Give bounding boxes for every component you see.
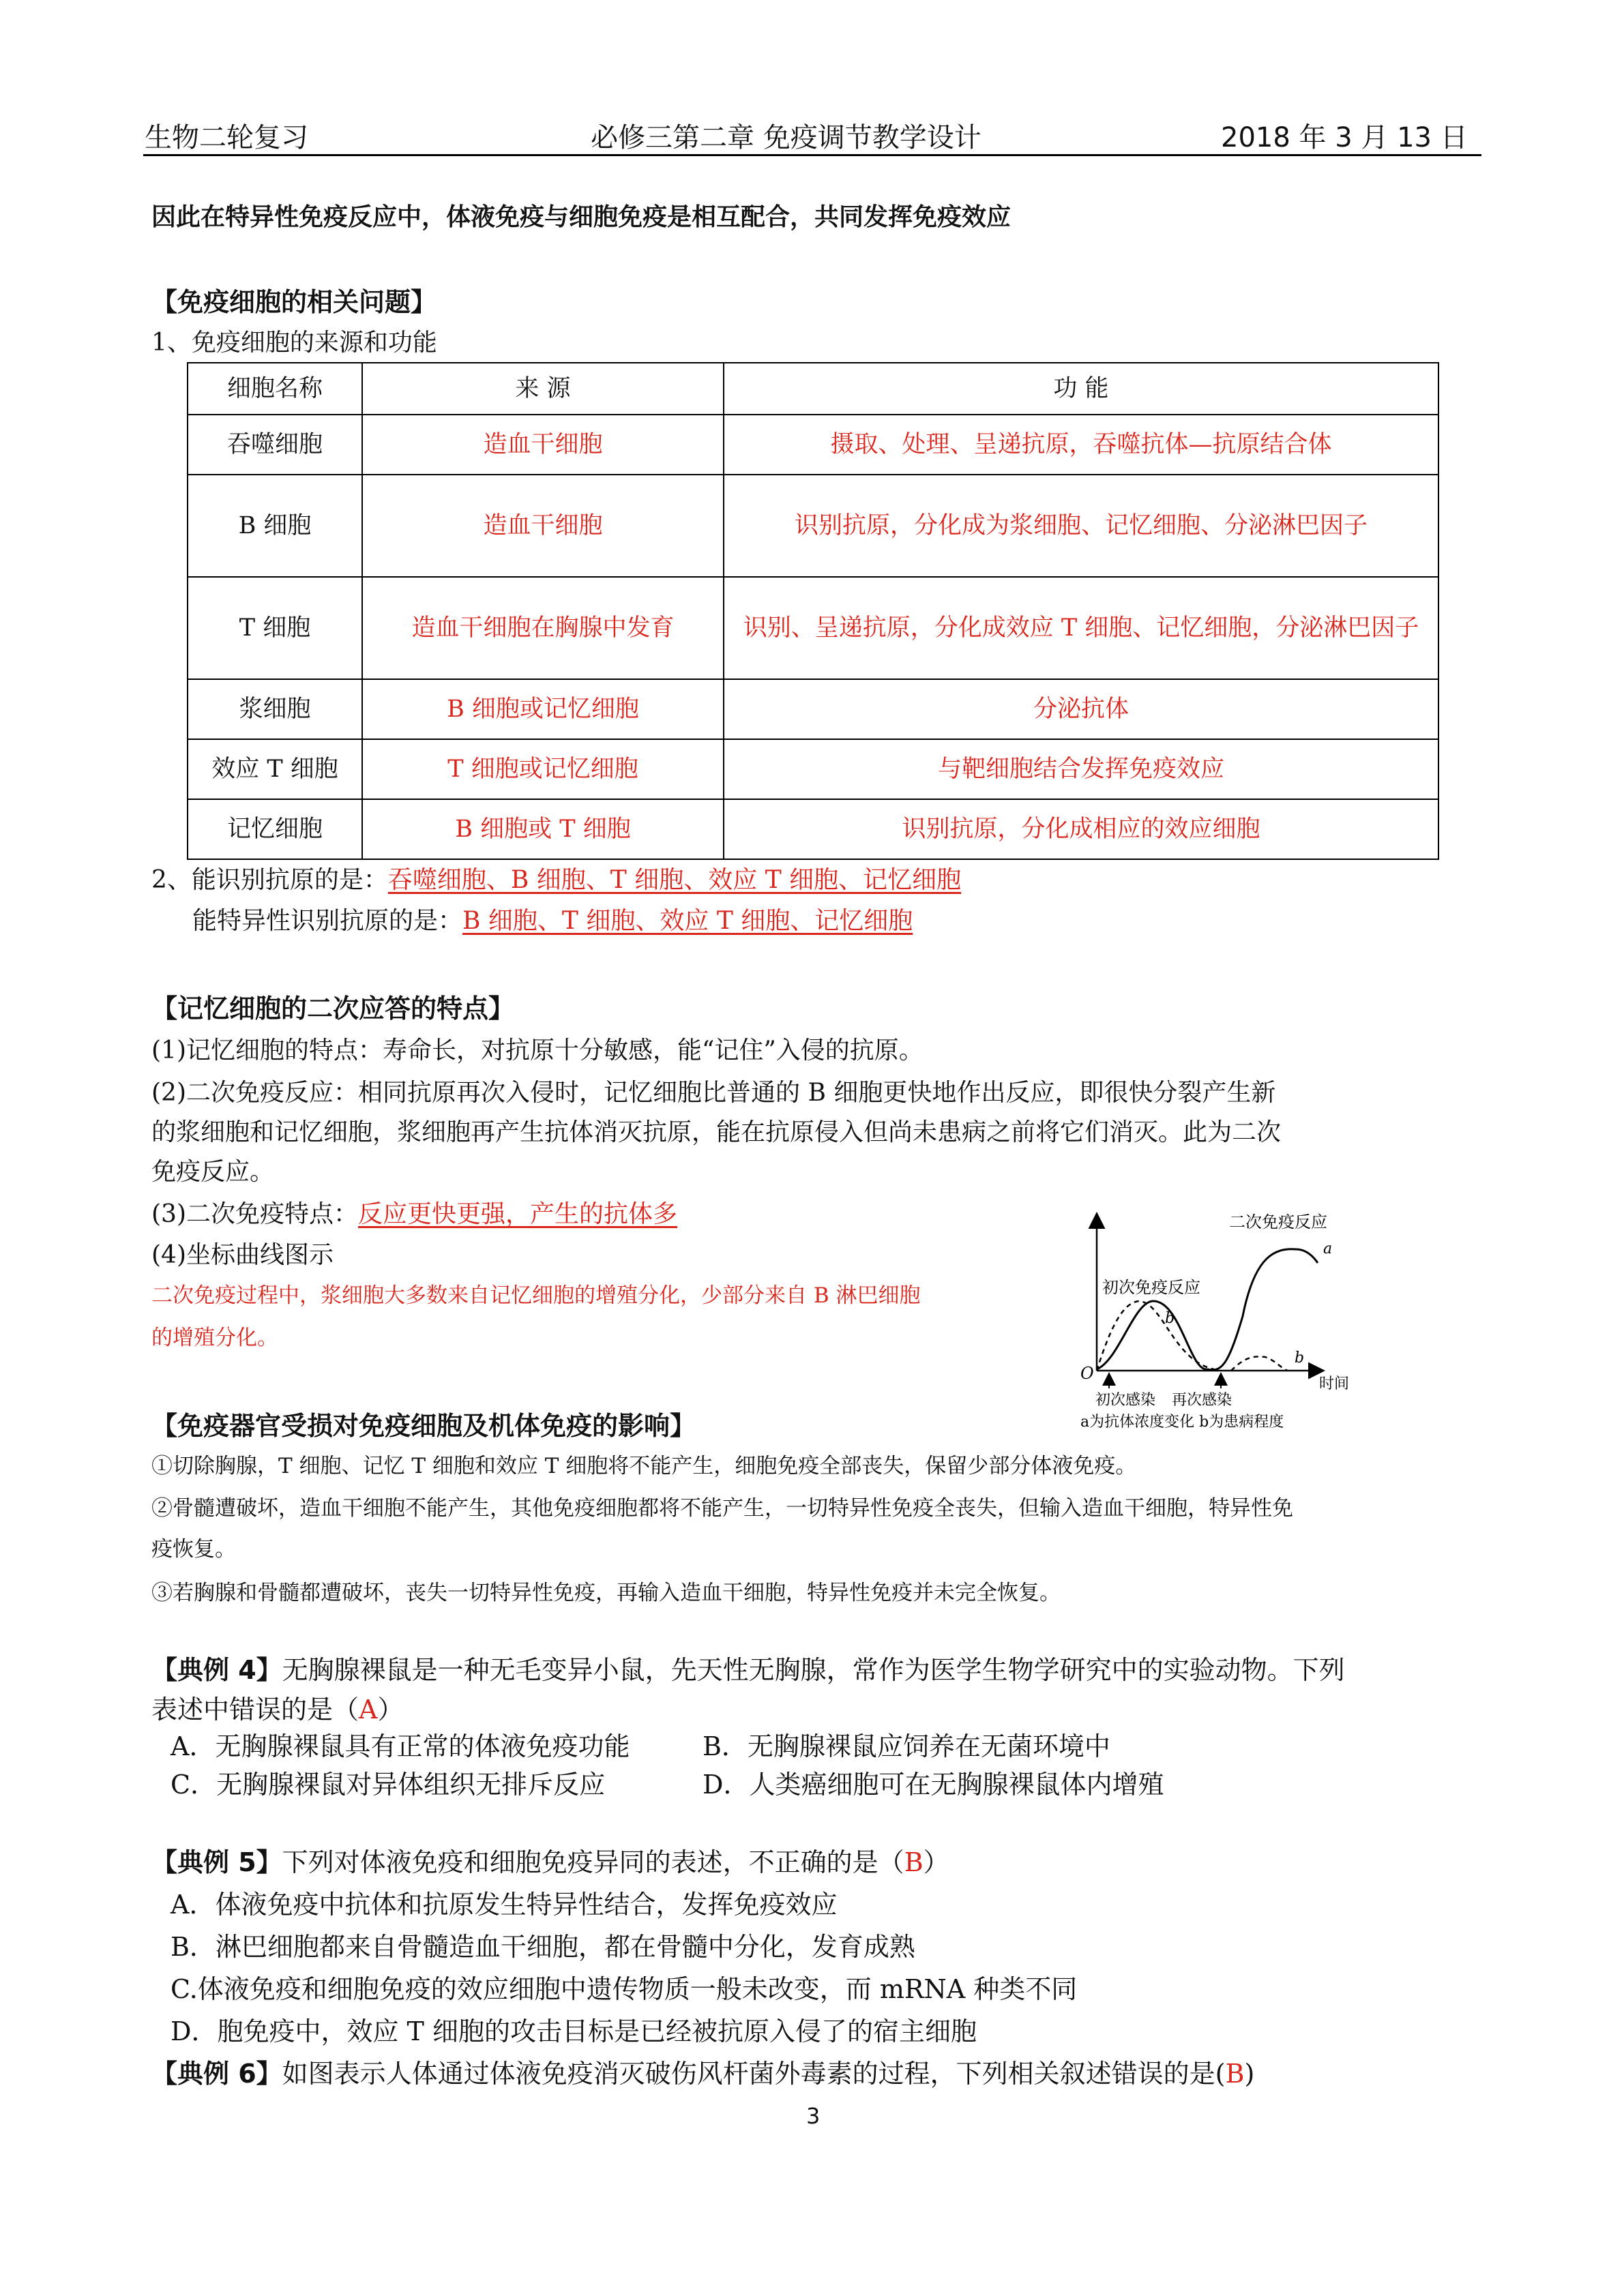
disease-curve-b2 <box>1231 1356 1288 1371</box>
origin-label: O <box>1080 1364 1094 1383</box>
cell-function: 识别、呈递抗原，分化成效应 T 细胞、记忆细胞，分泌淋巴因子 <box>724 577 1438 679</box>
cell-name: B 细胞 <box>188 475 362 577</box>
cell-source: B 细胞或 T 细胞 <box>362 799 724 859</box>
table-header-cell: 功 能 <box>724 363 1438 415</box>
label-a: a <box>1323 1240 1333 1257</box>
example-5-stem-line <box>151 1841 949 1879</box>
example-4-option-a: A．无胸腺裸鼠具有正常的体液免疫功能 <box>171 1731 630 1761</box>
page-number: 3 <box>806 2103 821 2129</box>
table-row <box>188 577 1438 679</box>
example-4-tag: 【典例 4】 <box>151 1655 282 1685</box>
example-4-line1 <box>151 1649 1345 1686</box>
cell-function: 识别抗原，分化成相应的效应细胞 <box>724 799 1438 859</box>
example-5-stem: 下列对体液免疫和细胞免疫异同的表述，不正确的是（ <box>282 1847 904 1877</box>
label-secondary-response: 二次免疫反应 <box>1229 1212 1327 1232</box>
table-header-row <box>188 363 1438 415</box>
example-4-stem: 无胸腺裸鼠是一种无毛变异小鼠，先天性无胸腺，常作为医学生物学研究中的实验动物。下列 <box>282 1655 1345 1685</box>
table-row <box>188 739 1438 799</box>
example-5-close: ） <box>923 1847 949 1877</box>
cell-name: 吞噬细胞 <box>188 415 362 475</box>
example-5-answer: B <box>904 1847 924 1877</box>
cell-name: 记忆细胞 <box>188 799 362 859</box>
memory-note-line1: 二次免疫过程中，浆细胞大多数来自记忆细胞的增殖分化，少部分来自 B 淋巴细胞 <box>151 1283 921 1308</box>
cell-source: T 细胞或记忆细胞 <box>362 739 724 799</box>
example-4-option-c: C．无胸腺裸鼠对异体组织无排斥反应 <box>171 1770 606 1800</box>
cell-name: 效应 T 细胞 <box>188 739 362 799</box>
example-6-close: ) <box>1244 2059 1255 2089</box>
example-5-option-b: B．淋巴细胞都来自骨髓造血干细胞，都在骨髓中分化，发育成熟 <box>171 1932 915 1962</box>
memory-point-1: (1)记忆细胞的特点：寿命长，对抗原十分敏感，能“记住”入侵的抗原。 <box>151 1037 924 1064</box>
memory-point-3-answer: 反应更快更强，产生的抗体多 <box>358 1200 678 1228</box>
question-1: 1、免疫细胞的来源和功能 <box>151 329 437 357</box>
question-3-answer: B 细胞、T 细胞、效应 T 细胞、记忆细胞 <box>462 907 913 935</box>
cell-function: 识别抗原，分化成为浆细胞、记忆细胞、分泌淋巴因子 <box>724 475 1438 577</box>
chart-legend: a为抗体浓度变化 b为患病程度 <box>1080 1414 1284 1431</box>
table-header-cell: 细胞名称 <box>188 363 362 415</box>
question-2 <box>151 861 961 895</box>
example-4-option-d: D．人类癌细胞可在无胸腺裸鼠体内增殖 <box>703 1770 1164 1800</box>
header-rule <box>143 154 1481 156</box>
table-row <box>188 799 1438 859</box>
cell-source: 造血干细胞 <box>362 475 724 577</box>
memory-point-4: (4)坐标曲线图示 <box>151 1241 334 1269</box>
table-row <box>188 679 1438 739</box>
example-6-stem: 如图表示人体通过体液免疫消灭破伤风杆菌外毒素的过程，下列相关叙述错误的是( <box>282 2059 1226 2089</box>
antibody-curve-a <box>1097 1249 1318 1370</box>
label-b1: b <box>1165 1310 1175 1327</box>
label-primary-response: 初次免疫反应 <box>1102 1278 1200 1297</box>
question-3-label: 能特异性识别抗原的是： <box>192 907 463 935</box>
example-6-tag: 【典例 6】 <box>151 2059 282 2089</box>
organ-damage-item-2-line1: ②骨髓遭破坏，造血干细胞不能产生，其他免疫细胞都将不能产生，一切特异性免疫全丧失，但输入造血干细胞，特异性免 <box>151 1496 1293 1521</box>
example-4-answer: A <box>359 1695 378 1725</box>
example-4-option-b: B．无胸腺裸鼠应饲养在无菌环境中 <box>703 1731 1110 1761</box>
table-row <box>188 475 1438 577</box>
table-header-cell: 来 源 <box>362 363 724 415</box>
cell-name: T 细胞 <box>188 577 362 679</box>
example-4-stem-end: 表述中错误的是（ <box>151 1695 359 1725</box>
x-axis-label: 时间 <box>1319 1375 1350 1392</box>
memory-point-2-line1: (2)二次免疫反应：相同抗原再次入侵时，记忆细胞比普通的 B 细胞更快地作出反应，即很快分裂产生新 <box>151 1079 1276 1107</box>
memory-note-line2: 的增殖分化。 <box>151 1326 278 1350</box>
example-4-line2 <box>151 1688 403 1726</box>
example-4-close: ） <box>377 1695 404 1725</box>
cell-function: 与靶细胞结合发挥免疫效应 <box>724 739 1438 799</box>
label-first-infection: 初次感染 <box>1095 1392 1156 1409</box>
cell-source: 造血干细胞 <box>362 415 724 475</box>
table-row <box>188 415 1438 475</box>
memory-point-2-line3: 免疫反应。 <box>151 1158 275 1186</box>
section-title-organ-damage: 【免疫器官受损对免疫细胞及机体免疫的影响】 <box>151 1411 696 1441</box>
cell-function: 分泌抗体 <box>724 679 1438 739</box>
section-title-immune-cells: 【免疫细胞的相关问题】 <box>151 287 437 317</box>
cell-name: 浆细胞 <box>188 679 362 739</box>
example-5-option-d: D．胞免疫中，效应 T 细胞的攻击目标是已经被抗原入侵了的宿主细胞 <box>171 2016 977 2046</box>
question-2-answer: 吞噬细胞、B 细胞、T 细胞、效应 T 细胞、记忆细胞 <box>387 866 962 894</box>
header-center: 必修三第二章 免疫调节教学设计 <box>591 122 981 153</box>
header-left: 生物二轮复习 <box>145 122 308 153</box>
header-date: 2018 年 3 月 13 日 <box>1221 122 1468 153</box>
example-5-tag: 【典例 5】 <box>151 1847 282 1877</box>
question-2-label: 2、能识别抗原的是： <box>151 866 388 894</box>
cell-function: 摄取、处理、呈递抗原，吞噬抗体—抗原结合体 <box>724 415 1438 475</box>
secondary-response-chart <box>1071 1200 1371 1439</box>
immune-cell-table <box>187 362 1439 860</box>
cell-source: 造血干细胞在胸腺中发育 <box>362 577 724 679</box>
label-b2: b <box>1295 1350 1305 1367</box>
section-title-memory-cells: 【记忆细胞的二次应答的特点】 <box>151 994 515 1024</box>
example-6-answer: B <box>1225 2059 1245 2089</box>
memory-point-3-label: (3)二次免疫特点： <box>151 1200 358 1228</box>
label-second-infection: 再次感染 <box>1172 1392 1232 1409</box>
example-5-option-a: A．体液免疫中抗体和抗原发生特异性结合，发挥免疫效应 <box>171 1890 838 1920</box>
example-6-stem-line <box>151 2053 1254 2090</box>
example-5-option-c: C.体液免疫和细胞免疫的效应细胞中遗传物质一般未改变，而 mRNA 种类不同 <box>171 1974 1078 2004</box>
organ-damage-item-2-line2: 疫恢复。 <box>151 1537 236 1562</box>
question-3 <box>192 901 913 936</box>
intro-statement: 因此在特异性免疫反应中，体液免疫与细胞免疫是相互配合，共同发挥免疫效应 <box>151 203 1012 231</box>
organ-damage-item-1: ①切除胸腺，T 细胞、记忆 T 细胞和效应 T 细胞将不能产生，细胞免疫全部丧失，保留少部分体液免疫。 <box>151 1454 1137 1478</box>
memory-point-2-line2: 的浆细胞和记忆细胞，浆细胞再产生抗体消灭抗原，能在抗原侵入但尚未患病之前将它们消灭。此为二次 <box>151 1118 1282 1146</box>
organ-damage-item-3: ③若胸腺和骨髓都遭破坏，丧失一切特异性免疫，再输入造血干细胞，特异性免疫并未完全恢复。 <box>151 1581 1061 1605</box>
cell-source: B 细胞或记忆细胞 <box>362 679 724 739</box>
memory-point-3 <box>151 1195 677 1229</box>
